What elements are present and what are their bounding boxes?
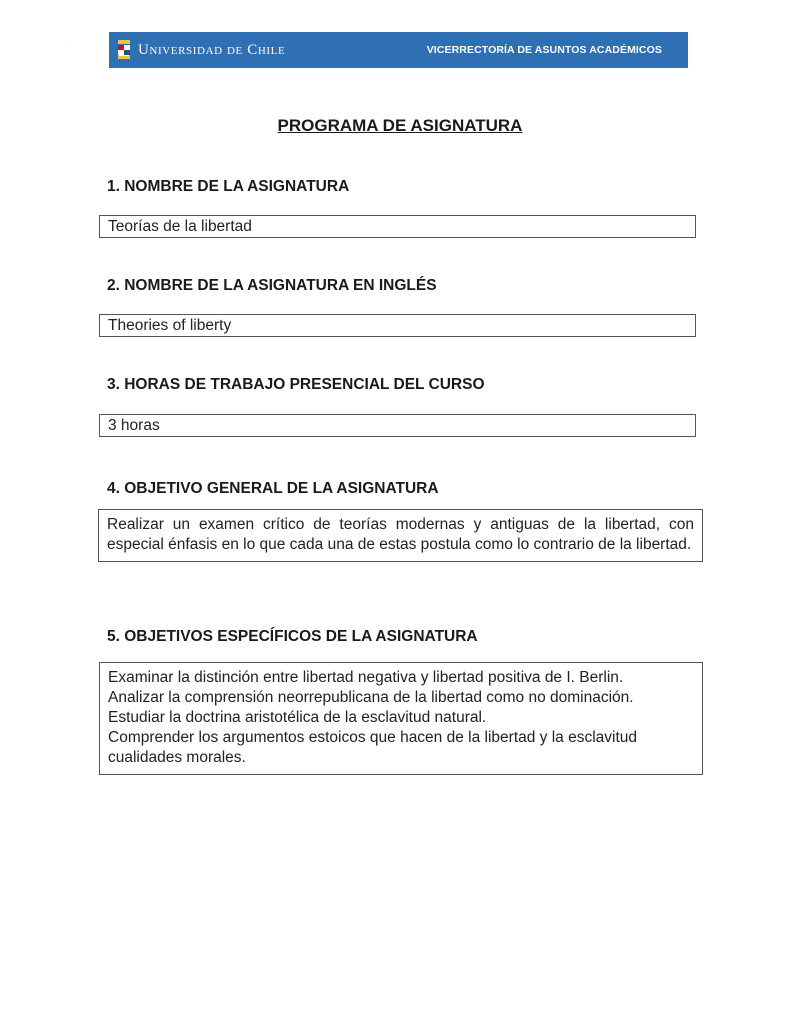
section-3-heading: 3. HORAS DE TRABAJO PRESENCIAL DEL CURSO — [107, 376, 485, 393]
section-1-box — [99, 215, 696, 238]
university-name: Universidad de Chile — [138, 41, 286, 58]
section-2-heading: 2. NOMBRE DE LA ASIGNATURA EN INGLÉS — [107, 277, 437, 294]
specific-objective-line: Examinar la distinción entre libertad negativa y libertad positiva de I. Berlin. — [108, 669, 624, 686]
header-banner — [109, 32, 688, 68]
university-brand — [117, 38, 285, 62]
section-4-box — [98, 509, 703, 562]
general-objective-text: Realizar un examen crítico de teorías modernas y antiguas de la libertad, con especial énfasis en lo que cada una de estas postula como lo contrario de la libertad. — [107, 516, 694, 553]
page-title: PROGRAMA DE ASIGNATURA — [277, 116, 523, 135]
section-2-box — [99, 314, 696, 337]
scan-mark: · — [66, 40, 69, 47]
vicerrectoria-label: VICERRECTORÍA DE ASUNTOS ACADÉMICOS — [426, 44, 662, 56]
section-4-heading: 4. OBJETIVO GENERAL DE LA ASIGNATURA — [107, 480, 439, 497]
course-name-english-value: Theories of liberty — [108, 317, 232, 334]
section-5-heading: 5. OBJETIVOS ESPECÍFICOS DE LA ASIGNATURA — [107, 628, 478, 645]
section-5-box — [99, 662, 703, 775]
specific-objective-line: Estudiar la doctrina aristotélica de la esclavitud natural. — [108, 709, 487, 726]
specific-objective-line: Comprender los argumentos estoicos que hacen de la libertad y la esclavitud cualidades morales. — [108, 729, 638, 766]
contact-hours-value: 3 horas — [108, 417, 160, 434]
course-name-value: Teorías de la libertad — [108, 218, 252, 235]
section-3-box — [99, 414, 696, 437]
specific-objective-line: Analizar la comprensión neorrepublicana de la libertad como no dominación. — [108, 689, 634, 706]
section-1-heading: 1. NOMBRE DE LA ASIGNATURA — [107, 178, 350, 195]
university-crest-icon — [117, 38, 131, 62]
